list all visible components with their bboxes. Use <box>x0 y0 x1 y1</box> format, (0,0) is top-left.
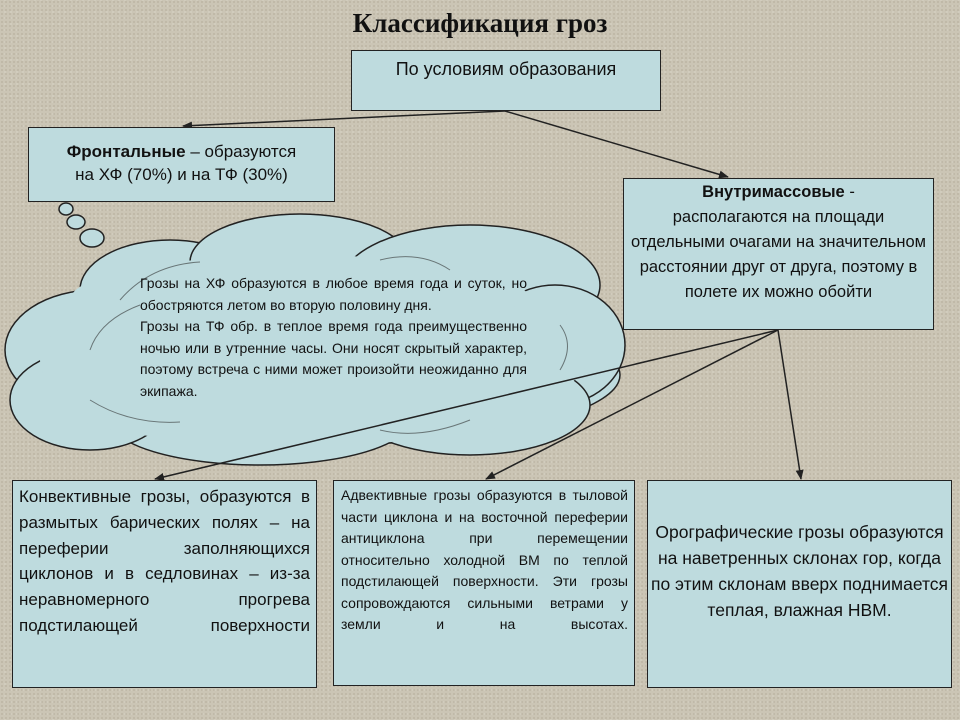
intramass-storms-heading: Внутримассовые <box>702 183 845 201</box>
arrow-to-orographic <box>778 330 801 479</box>
cloud-paragraph-1: Грозы на ХФ образуются в любое время года и суток, но обостряются летом во вторую половину дня. <box>140 275 527 313</box>
frontal-storms-box <box>28 127 335 202</box>
formation-conditions-text: По условиям образования <box>395 59 617 79</box>
orographic-storms-text: Орографические грозы образуются на наветренных склонах гор, когда по этим склонам вверх поднимается теплая, влажная НВМ. <box>650 522 949 620</box>
diagram-title: Классификация гроз <box>352 8 608 38</box>
convective-storms-text: Конвективные грозы, образуются в размытых барических полях – на переферии заполняющихся циклонов и в седловинах – из-за неравномерного прогрева подстилающей поверхности <box>19 487 310 635</box>
frontal-storms-heading: Фронтальные <box>66 142 186 161</box>
intramass-storms-text: располагаются на площади отдельными очагами на значительном расстоянии друг от друга, поэтому в полете их можно обойти <box>630 208 927 301</box>
arrow-to-intramass <box>505 111 728 177</box>
cloud-paragraph-2: Грозы на ТФ обр. в теплое время года преимущественно ночью или в утренние часы. Они носят скрытый характер, поэтому встреча с ними может произойти неожиданно для экипажа. <box>140 318 527 399</box>
orographic-storms-box <box>647 480 952 688</box>
advective-storms-box <box>333 480 635 686</box>
formation-conditions-box <box>351 50 661 111</box>
arrow-to-frontal <box>183 111 505 126</box>
intramass-storms-box <box>623 178 934 330</box>
intramass-storms-dash: - <box>844 183 855 201</box>
cloud-text <box>140 273 527 402</box>
convective-storms-box <box>12 480 317 688</box>
frontal-storms-text-1: – образуются <box>185 142 297 161</box>
frontal-storms-text-2: на ХФ (70%) и на ТФ (30%) <box>75 165 288 184</box>
advective-storms-text: Адвективные грозы образуются в тыловой части циклона и на восточной переферии антициклона при перемещении относительно холодной ВМ по теплой подстилающей поверхности. Эти грозы сопровождаются сильными ветрами у земли и на высотах. <box>341 487 628 632</box>
